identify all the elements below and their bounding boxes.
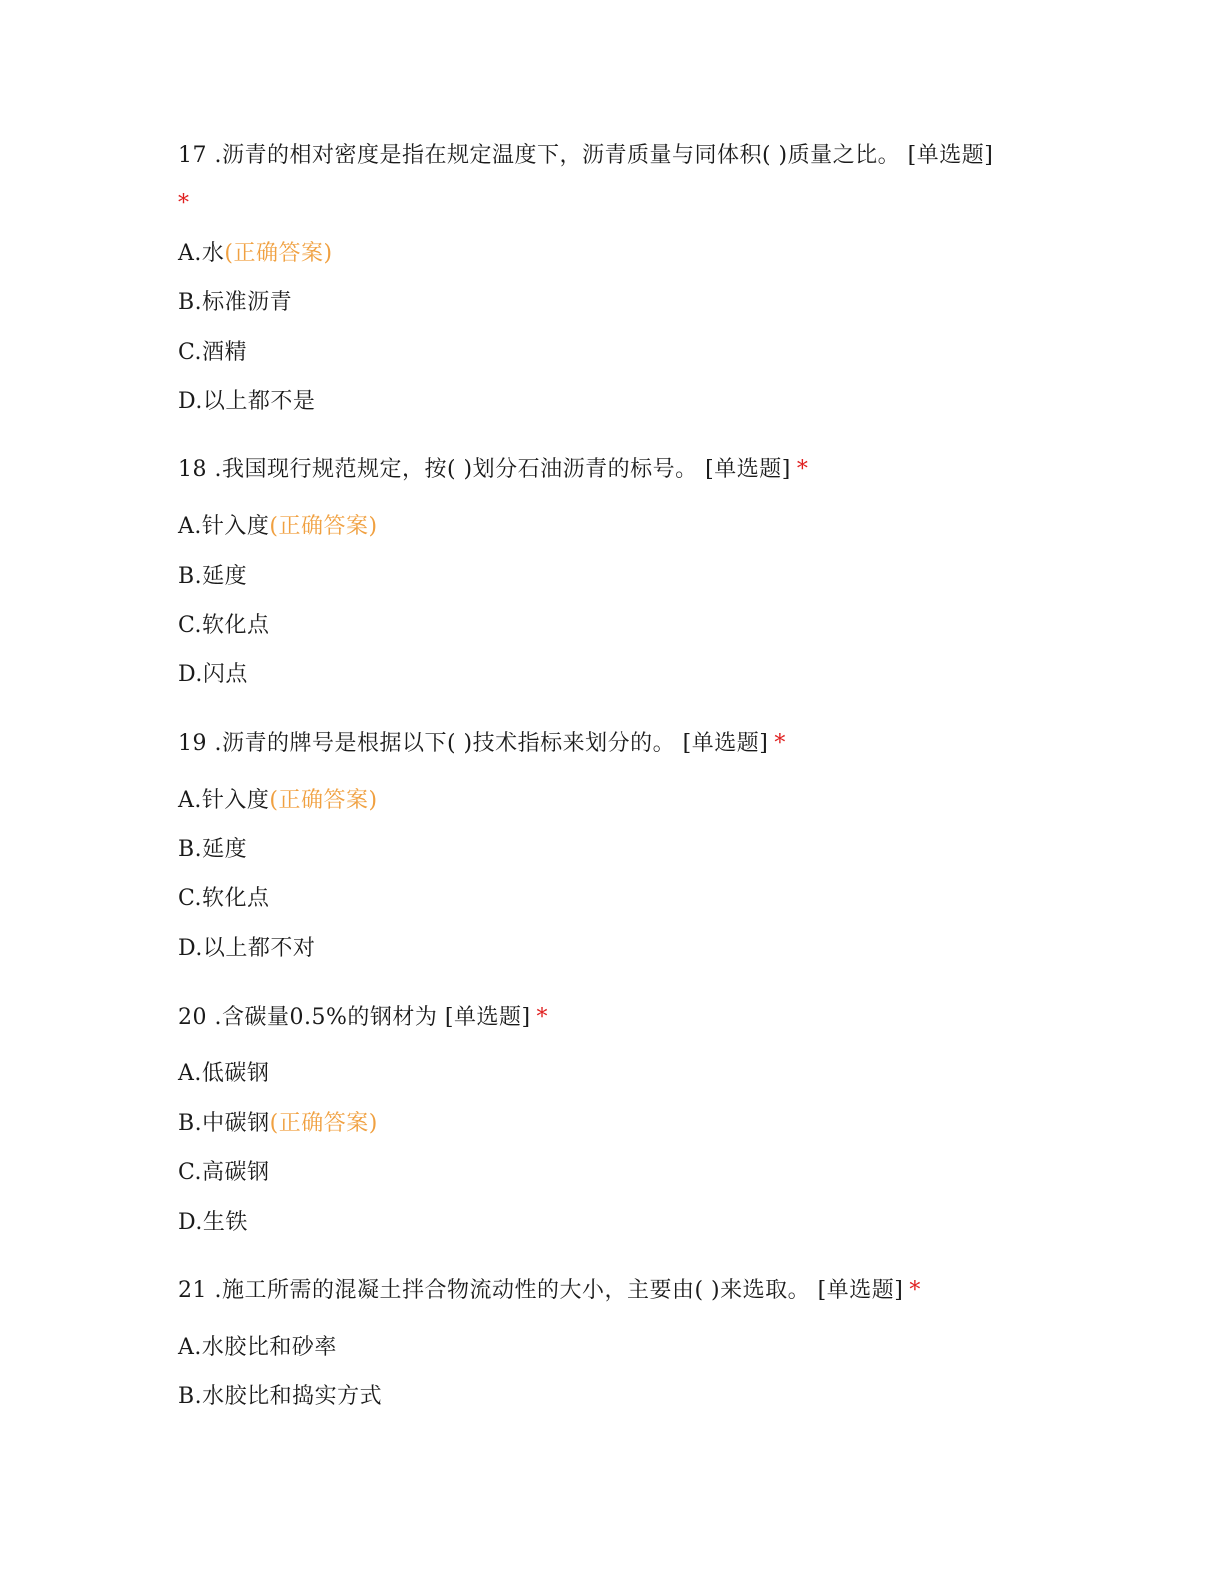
option-17-c[interactable] [178,339,247,367]
option-text: B.延度 [178,837,248,862]
question-17-stem [178,142,993,170]
option-text: C.高碳钢 [178,1160,270,1185]
option-17-d[interactable] [178,388,315,416]
option-text: A.针入度 [178,514,270,539]
question-stem-text: 17 .沥青的相对密度是指在规定温度下，沥青质量与同体积( )质量之比。 [单选题] [178,143,994,168]
option-19-d[interactable] [178,935,315,963]
question-stem-text: 19 .沥青的牌号是根据以下( )技术指标来划分的。 [单选题] [178,731,769,756]
required-asterisk: * [536,1005,549,1030]
option-19-a[interactable] [178,787,378,815]
option-20-b[interactable] [178,1110,378,1138]
option-18-c[interactable] [178,612,270,640]
option-text: C.软化点 [178,613,270,638]
option-20-d[interactable] [178,1209,248,1237]
option-text: A.水 [178,241,225,266]
option-text: B.标准沥青 [178,290,293,315]
option-18-d[interactable] [178,661,248,689]
required-asterisk: * [178,191,190,216]
question-21-stem [178,1277,921,1305]
question-20-stem [178,1004,548,1032]
option-text: C.软化点 [178,886,270,911]
option-text: D.闪点 [178,662,248,687]
question-18-stem [178,456,808,484]
option-text: D.以上都不对 [178,936,316,961]
required-asterisk: * [796,457,809,482]
question-stem-text: 18 .我国现行规范规定，按( )划分石油沥青的标号。 [单选题] [178,457,791,482]
option-17-a[interactable] [178,240,333,268]
required-asterisk: * [909,1278,921,1303]
option-18-a[interactable] [178,513,378,541]
option-text: B.水胶比和捣实方式 [178,1384,383,1409]
option-text: A.水胶比和砂率 [178,1335,337,1360]
option-21-b[interactable] [178,1383,382,1411]
option-19-c[interactable] [178,885,270,913]
option-19-b[interactable] [178,836,247,864]
option-text: B.中碳钢 [178,1111,270,1136]
option-text: D.以上都不是 [178,389,316,414]
option-text: A.针入度 [178,788,270,813]
option-text: A.低碳钢 [178,1061,270,1086]
option-20-c[interactable] [178,1159,270,1187]
required-asterisk: * [774,731,786,756]
option-text: D.生铁 [178,1210,248,1235]
option-21-a[interactable] [178,1334,337,1362]
question-17-required [178,190,190,218]
correct-answer-note: (正确答案) [224,241,333,266]
correct-answer-note: (正确答案) [269,1111,378,1136]
question-19-stem [178,730,786,758]
question-stem-text: 21 .施工所需的混凝土拌合物流动性的大小，主要由( )来选取。 [单选题] [178,1278,904,1303]
option-20-a[interactable] [178,1060,269,1088]
option-18-b[interactable] [178,563,247,591]
correct-answer-note: (正确答案) [269,788,378,813]
question-stem-text: 20 .含碳量0.5%的钢材为 [单选题] [178,1005,531,1030]
option-text: B.延度 [178,564,248,589]
correct-answer-note: (正确答案) [269,514,378,539]
option-17-b[interactable] [178,289,292,317]
option-text: C.酒精 [178,340,248,365]
